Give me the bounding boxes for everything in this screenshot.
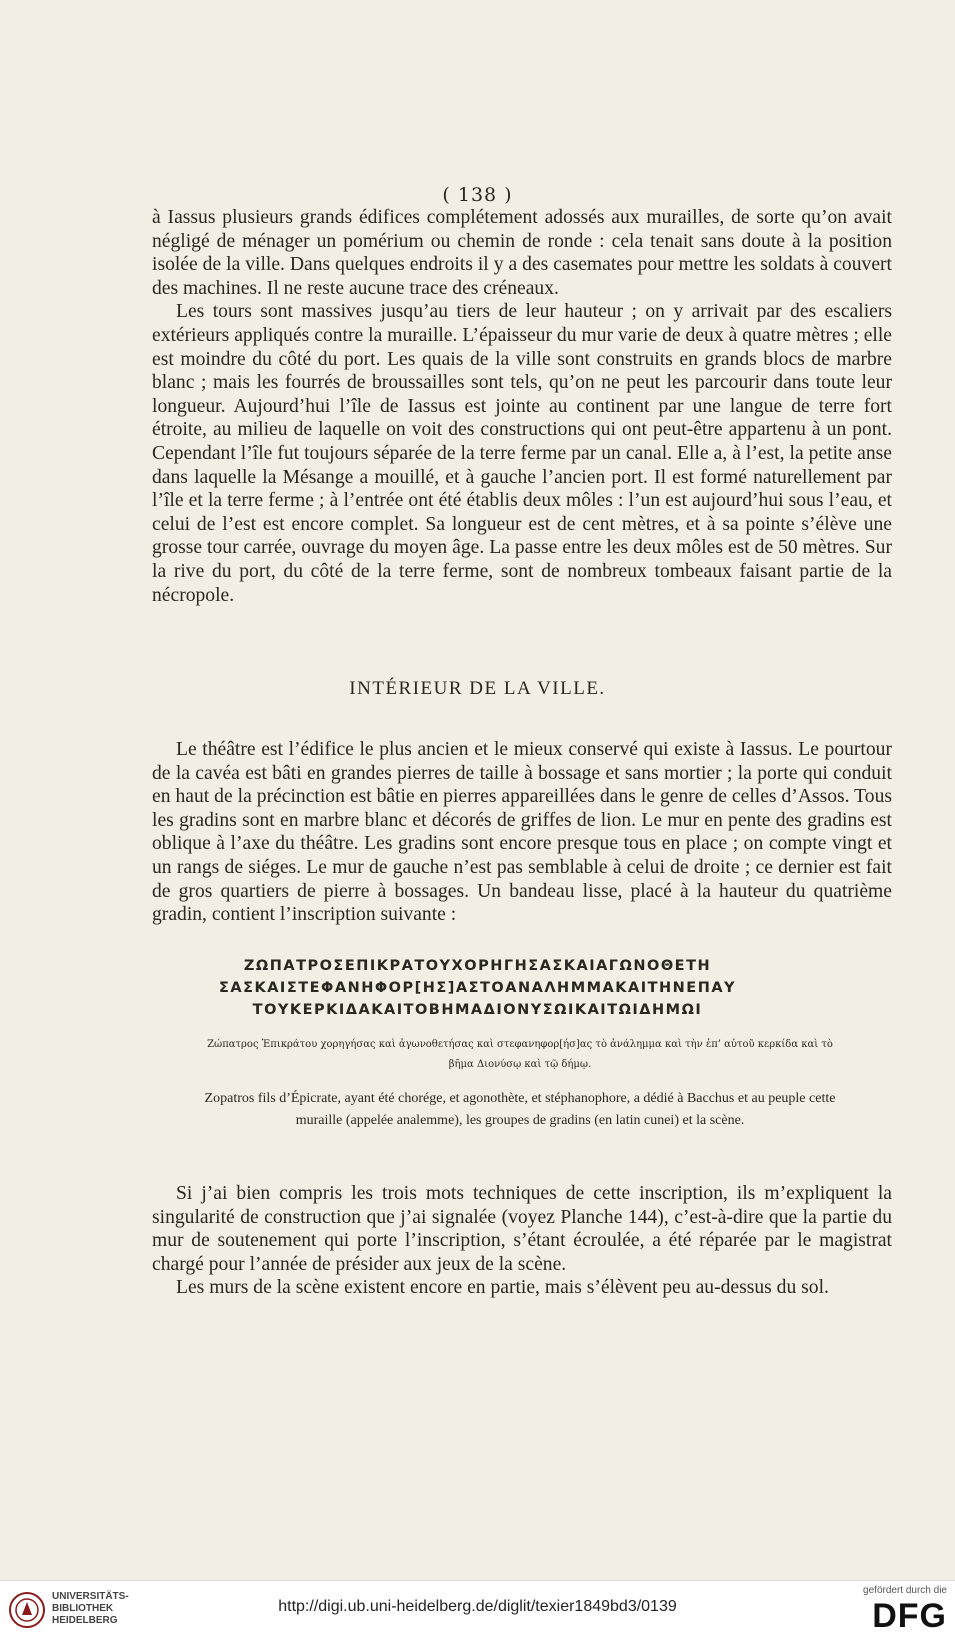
paragraph: Les tours sont massives jusqu’au tiers de leur hauteur ; on y arrivait par des escaliers extérieurs appliqués contre la muraille. L’épaisseur du mur varie de deux à quatre mètres ; elle est moindre du côté du port. Les quais de la ville sont construits en grands blocs de marbre blanc ; mais les fourrés de broussailles sont tels, qu’on ne peut les parcourir dans toute leur longueur. Aujourd’hui l’île de Iassus est jointe au continent par une langue de terre fort étroite, au milieu de laquelle on voit des constructions qui ont peut-être appartenu à un pont. Cependant l’île fut toujours séparée de la terre ferme par un canal. Elle a, à l’est, la petite anse dans laquelle la Mésange a mouillé, et à gauche l’ancien port. Il est formé naturellement par l’île et la terre ferme ; à l’entrée ont été établis deux môles : l’un est aujourd’hui sous l’eau, et celui de l’est est encore complet. Sa longueur est de cent mètres, et à sa pointe s’élève une grosse tour carrée, ouvrage du moyen âge. La passe entre les deux môles est de 50 mètres. Sur la rive du port, du côté de la terre ferme, sont de nombreux tombeaux faisant partie de la nécropole. [152,301,892,606]
paragraph: à Iassus plusieurs grands édifices complétement adossés aux murailles, de sorte qu’on avait négligé de ménager un pomérium ou chemin de ronde : cela tenait sans doute à la position isolée de la ville. Dans quelques endroits il y a des casemates pour mettre les soldats à couvert des machines. Il ne reste aucune trace des créneaux. [152,207,892,299]
text-block-bottom [152,1182,892,1300]
library-line: UNIVERSITÄTS- [52,1591,129,1602]
page-number: ( 138 ) [442,184,513,206]
source-url-link[interactable]: http://digi.ub.uni-heidelberg.de/diglit/texier1849bd3/0139 [278,1598,677,1615]
french-translation: Zopatros fils d’Épicrate, ayant été chorége, et agonothète, et stéphanophore, a dédié à Bacchus et au peuple cette muraille (appelée analemme), les groupes de gradins (en latin cunei) et la scène. [204,1091,836,1128]
library-line: HEIDELBERG [52,1615,118,1626]
greek-inscription [0,955,955,1021]
footer-bar [0,1580,955,1637]
funded-by-label: gefördert durch die [863,1585,947,1596]
inscription-line: ΣΑΣΚΑΙΣΤΕΦΑΝΗΦΟΡ[ΗΣ]ΑΣΤΟΑΝΑΛΗΜΜΑΚΑΙΤΗΝΕΠΑΥ [218,980,737,996]
greek-transcription: Ζώπατρος Ἐπικράτου χορηγήσας καὶ ἀγωνοθετήσας καὶ στεφανηφορ[ήσ]ας τὸ ἀνάλημμα καὶ τὴν ἐπ’ αὐτοῦ κερκίδα καὶ τὸ βῆμα Διονύσῳ καὶ τῷ δήμῳ. [207,1039,833,1070]
paragraph-theatre: Le théâtre est l’édifice le plus ancien et le mieux conservé qui existe à Iassus. Le pourtour de la cavéa est bâti en grandes pierres de taille à bossage et sans mortier ; la porte qui conduit en haut de la précinction est bâtie en pierres appareillées dans le genre de celles d’Assos. Tous les gradins sont en marbre blanc et décorés de griffes de lion. Le mur en pente des gradins est oblique à l’axe du théâtre. Les gradins sont encore presque tous en place ; on compte vingt et un rangs de siéges. Le mur de gauche n’est pas semblable à celui de droite ; ce dernier est fait de gros quartiers de pierre à bossages. Un bandeau lisse, placé à la hauteur du quatrième gradin, contient l’inscription suivante : [152,739,892,926]
section-heading: INTÉRIEUR DE LA VILLE. [349,678,606,699]
paragraph: Les murs de la scène existent encore en partie, mais s’élèvent peu au-dessus du sol. [176,1277,829,1299]
dfg-logo: DFG [872,1597,947,1635]
inscription-line: ΖΩΠΑΤΡΟΣΕΠΙΚΡΑΤΟΥΧΟΡΗΓΗΣΑΣΚΑΙΑΓΩΝΟΘΕΤΗ [243,958,712,974]
library-line: BIBLIOTHEK [52,1603,114,1614]
paragraph: Si j’ai bien compris les trois mots techniques de cette inscription, ils m’expliquent la singularité de construction que j’ai signalée (voyez Planche 144), c’est-à-dire que la partie du mur de soutenement qui porte l’inscription, s’étant écroulée, a été réparée par le magistrat chargé pour l’année de présider aux jeux de la scène. [152,1183,892,1275]
inscription-line: ΤΟΥΚΕΡΚΙΔΑΚΑΙΤΟΒΗΜΑΔΙΟΝΥΣΩΙΚΑΙΤΩΙΔΗΜΩΙ [252,1002,703,1018]
text-block-top [152,206,892,607]
